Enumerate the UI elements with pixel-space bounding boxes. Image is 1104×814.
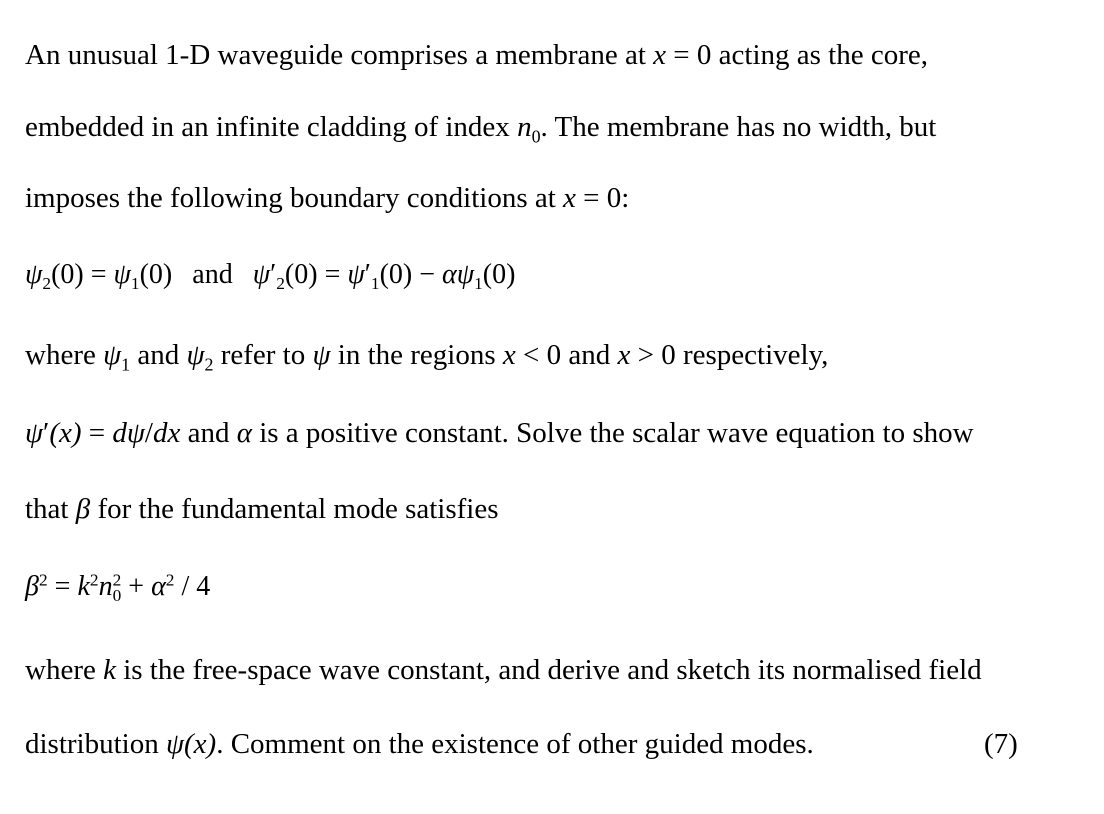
symbol-psi: ψ (25, 417, 44, 449)
argument-x: (x) (184, 728, 217, 760)
symbol-alpha: α (236, 417, 252, 449)
text-fragment: An unusual 1-D waveguide comprises a membrane at (25, 39, 654, 71)
text-fragment: imposes the following boundary conditions at (25, 182, 564, 214)
paragraph-line-1 (25, 37, 928, 73)
text-fragment: = (317, 259, 348, 290)
variable-n: n (517, 111, 532, 143)
variable-k: k (77, 571, 90, 602)
text-fragment: = (81, 417, 113, 449)
subscript: 0 (531, 126, 541, 147)
text-fragment: distribution (25, 728, 166, 760)
text-fragment: where (25, 339, 104, 371)
argument-x: (x) (49, 417, 82, 449)
text-fragment: − (412, 259, 443, 290)
text-fragment: = (47, 571, 78, 602)
text-fragment: that (25, 493, 76, 525)
variable-x: x (653, 39, 667, 71)
text-fragment: where (25, 654, 104, 686)
superscript: 2 (89, 570, 99, 590)
text-fragment: (0) (51, 259, 84, 290)
variable-x: x (502, 339, 516, 371)
prime: ′ (364, 259, 371, 290)
paragraph-line-3 (25, 180, 629, 216)
paragraph-line-5 (25, 337, 828, 373)
variable-k: k (103, 654, 116, 686)
subscript: 2 (42, 274, 52, 294)
prime: ′ (43, 417, 50, 449)
text-fragment: / (144, 417, 153, 449)
paragraph-line-6 (25, 415, 974, 451)
symbol-psi: ψ (126, 417, 145, 449)
symbol-psi: ψ (25, 259, 43, 290)
variable-x: x (563, 182, 576, 214)
text-fragment: and (130, 339, 187, 371)
text-fragment: > 0 respectively, (630, 339, 829, 371)
symbol-psi: ψ (347, 259, 365, 290)
subscript: 2 (204, 354, 214, 375)
text-fragment: embedded in an infinite cladding of index (25, 111, 518, 143)
paragraph-line-10 (25, 726, 814, 762)
subscript: 0 (112, 586, 122, 606)
symbol-beta: β (25, 571, 39, 602)
symbol-psi: ψ (312, 339, 331, 371)
variable-dx: dx (152, 417, 181, 449)
text-fragment: (0) (139, 259, 173, 290)
subscript: 2 (276, 274, 285, 294)
text-fragment: . The membrane has no width, but (540, 111, 937, 143)
symbol-beta: β (75, 493, 91, 525)
text-fragment: + (121, 571, 152, 602)
text-fragment: : (621, 182, 630, 214)
marks-label: (7) (984, 728, 1018, 760)
text-fragment: acting as the core, (711, 39, 928, 71)
symbol-psi: ψ (113, 259, 131, 290)
text-fragment: for the fundamental mode satisfies (90, 493, 499, 525)
subscript: 1 (130, 274, 140, 294)
symbol-psi: ψ (186, 339, 205, 371)
text-fragment: and (180, 417, 237, 449)
boundary-conditions-equation (25, 257, 515, 293)
text-fragment: = 0 (666, 39, 712, 71)
text-fragment: is the free-space wave constant, and derive and sketch its normalised field (115, 654, 982, 686)
prime: ′ (270, 259, 277, 290)
paragraph-line-2 (25, 109, 936, 145)
symbol-psi: ψ (252, 259, 271, 290)
text-fragment: and (192, 259, 233, 290)
superscript: 2 (38, 570, 48, 590)
text-fragment: < 0 and (515, 339, 618, 371)
text-fragment: in the regions (330, 339, 503, 371)
variable-n: n (98, 571, 113, 602)
paragraph-line-7 (25, 491, 499, 527)
subscript: 1 (474, 274, 483, 294)
text-fragment: = 0 (575, 182, 622, 214)
paragraph-line-9 (25, 652, 982, 688)
text-fragment: (0) (482, 259, 516, 290)
text-fragment: (0) (284, 259, 318, 290)
symbol-psi: ψ (103, 339, 122, 371)
subscript: 1 (370, 274, 380, 294)
text-fragment: is a positive constant. Solve the scalar wave equation to show (251, 417, 974, 449)
variable-x: x (617, 339, 631, 371)
superscript: 2 (112, 570, 122, 590)
variable-d: d (112, 417, 127, 449)
symbol-alpha: α (151, 571, 166, 602)
superscript: 2 (165, 570, 175, 590)
symbol-psi: ψ (456, 259, 475, 290)
symbol-alpha: α (442, 259, 457, 290)
text-fragment: / 4 (174, 571, 211, 602)
beta-equation (25, 569, 210, 605)
text-fragment: (0) (379, 259, 413, 290)
symbol-psi: ψ (165, 728, 184, 760)
text-fragment: = (83, 259, 114, 290)
subscript: 1 (121, 354, 131, 375)
text-fragment: refer to (213, 339, 313, 371)
text-fragment: . Comment on the existence of other guided modes. (216, 728, 814, 760)
